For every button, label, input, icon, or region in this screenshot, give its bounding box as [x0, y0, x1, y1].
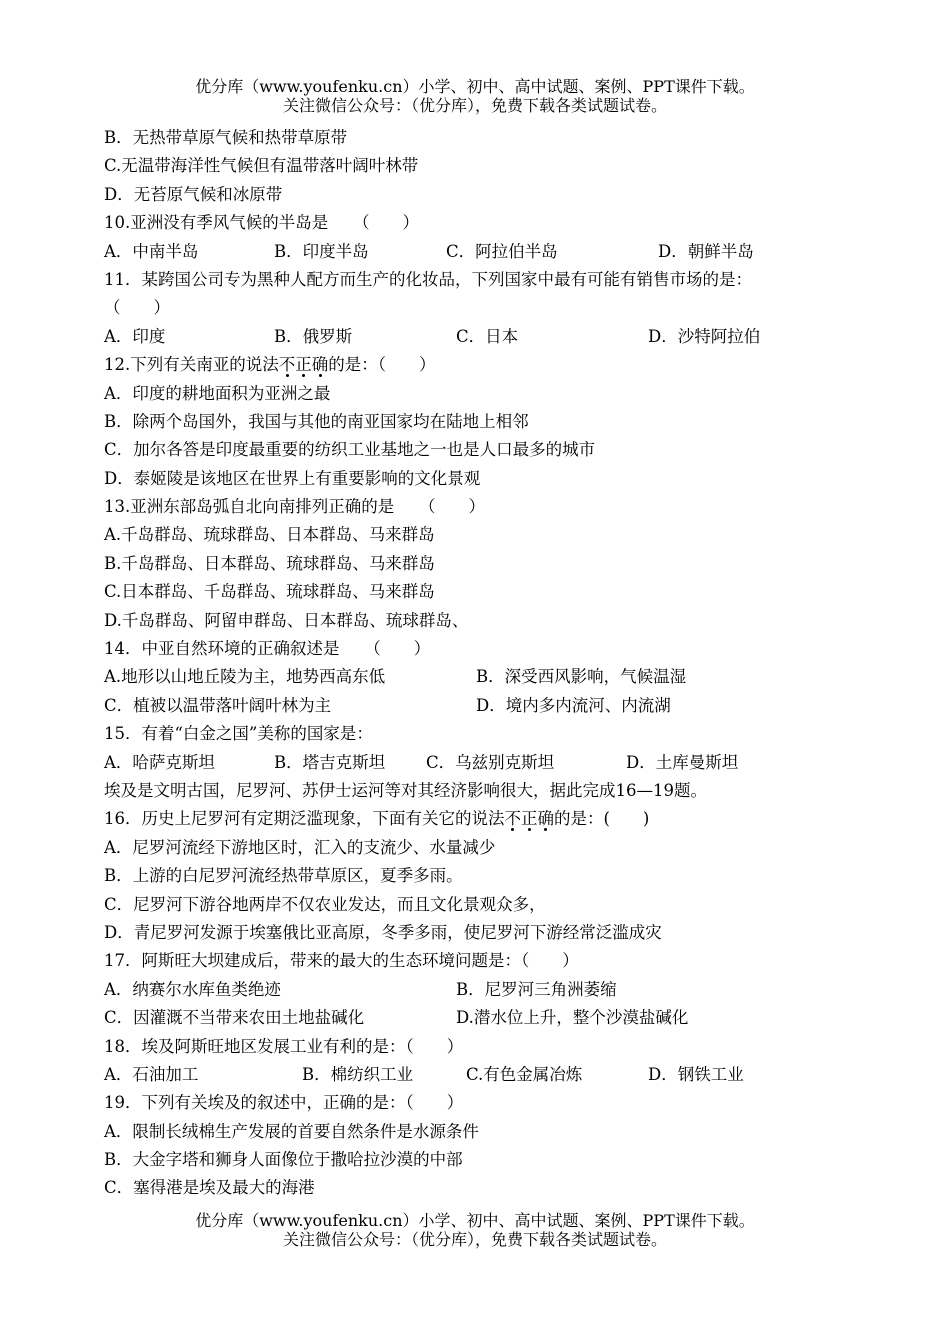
q15-stem: 15．有着“白金之国”美称的国家是：: [104, 724, 373, 744]
q19-option-c: C．塞得港是埃及最大的海港: [104, 1178, 315, 1198]
q17-option-d: D.潜水位上升，整个沙漠盐碱化: [456, 1008, 689, 1028]
q11-options: [104, 323, 864, 351]
q12-emphasis-char-3: 确: [311, 355, 329, 375]
q13-stem: 13.亚洲东部岛弧自北向南排列正确的是 （ ）: [104, 497, 485, 517]
q11-option-d: D．沙特阿拉伯: [648, 326, 761, 346]
q15-option-c: C．乌兹别克斯坦: [426, 752, 555, 772]
q14-stem: 14．中亚自然环境的正确叙述是 （ ）: [104, 639, 431, 659]
q12-option-c: C．加尔各答是印度最重要的纺织工业基地之一也是人口最多的城市: [104, 440, 596, 460]
q12-stem-post: 的是：（ ）: [328, 355, 436, 375]
q14-option-a: A.地形以山地丘陵为主，地势西高东低: [104, 667, 386, 687]
q17-options-row-1: [104, 976, 864, 1004]
q12-emphasis-char-1: 不: [278, 355, 296, 375]
q13-option-d: D.千岛群岛、阿留申群岛、日本群岛、琉球群岛、: [104, 610, 469, 630]
q10-options: [104, 238, 864, 266]
q10-option-c: C．阿拉伯半岛: [446, 241, 558, 261]
q17-option-c: C．因灌溉不当带来农田土地盐碱化: [104, 1008, 365, 1028]
q12-option-a: A．印度的耕地面积为亚洲之最: [104, 383, 331, 403]
q12-stem-pre: 12.下列有关南亚的说法: [104, 355, 279, 375]
q11-option-c: C．日本: [456, 326, 519, 346]
q18-option-d: D．钢铁工业: [648, 1064, 744, 1084]
q13-option-c: C.日本群岛、千岛群岛、琉球群岛、马来群岛: [104, 582, 435, 602]
q16-option-b: B．上游的白尼罗河流经热带草原区，夏季多雨。: [104, 866, 463, 886]
q16-stem-pre: 16．历史上尼罗河有定期泛滥现象，下面有关它的说法: [104, 809, 505, 829]
q19-stem: 19．下列有关埃及的叙述中，正确的是：（ ）: [104, 1093, 464, 1113]
q9-option-b: B．无热带草原气候和热带草原带: [104, 128, 348, 147]
q12-stem: [104, 351, 864, 379]
q16-emphasis-char-2: 正: [521, 809, 538, 829]
q14-option-b: B．深受西风影响，气候温湿: [476, 667, 687, 687]
header-line-2: 关注微信公众号：（优分库），免费下载各类试题试卷。: [282, 96, 667, 115]
q19-option-b: B．大金字塔和狮身人面像位于撒哈拉沙漠的中部: [104, 1150, 463, 1170]
q15-option-d: D．土库曼斯坦: [626, 752, 739, 772]
q19-option-a: A．限制长绒棉生产发展的首要自然条件是水源条件: [104, 1121, 479, 1141]
q18-stem: 18．埃及阿斯旺地区发展工业有利的是：（ ）: [104, 1036, 464, 1056]
q15-option-b: B．塔吉克斯坦: [274, 752, 386, 772]
q11-option-b: B．俄罗斯: [274, 326, 353, 346]
q16-stem: [104, 805, 864, 833]
q17-option-a: A．纳赛尔水库鱼类绝迹: [104, 979, 281, 999]
q12-option-d: D．泰姬陵是该地区在世界上有重要影响的文化景观: [104, 468, 481, 488]
footer-line-1: 优分库（www.youfenku.cn）小学、初中、高中试题、案例、PPT课件下载。: [195, 1211, 755, 1230]
q18-options: [104, 1061, 864, 1089]
q16-option-d: D．青尼罗河发源于埃塞俄比亚高原，冬季多雨，使尼罗河下游经常泛滥成灾: [104, 922, 662, 942]
q12-option-b: B．除两个岛国外，我国与其他的南亚国家均在陆地上相邻: [104, 411, 529, 431]
q16-option-c: C．尼罗河下游谷地两岸不仅农业发达，而且文化景观众多，: [104, 894, 546, 914]
footer-line-2: 关注微信公众号：（优分库），免费下载各类试题试卷。: [282, 1230, 667, 1249]
page-header: [0, 77, 950, 115]
q12-emphasis-char-2: 正: [295, 355, 312, 375]
q14-option-d: D．境内多内流河、内流湖: [476, 695, 671, 715]
q17-options-row-2: [104, 1004, 864, 1032]
q18-option-c: C.有色金属冶炼: [466, 1064, 583, 1084]
q14-options-row-1: [104, 663, 864, 691]
q10-option-b: B．印度半岛: [274, 241, 369, 261]
q18-option-b: B．棉纺织工业: [302, 1064, 414, 1084]
q15-option-a: A．哈萨克斯坦: [104, 752, 215, 772]
q11-stem: 11．某跨国公司专为黑种人配方而生产的化妆品，下列国家中最有可能有销售市场的是：: [104, 269, 752, 289]
q17-option-b: B．尼罗河三角洲萎缩: [456, 979, 617, 999]
q10-option-d: D．朝鲜半岛: [658, 241, 754, 261]
page-footer: [0, 1211, 950, 1249]
exam-content: [104, 124, 864, 1203]
q15-options: [104, 749, 864, 777]
q11-stem-paren: （ ）: [104, 298, 170, 318]
q16-option-a: A．尼罗河流经下游地区时，汇入的支流少、水量减少: [104, 837, 496, 857]
q13-option-b: B.千岛群岛、日本群岛、琉球群岛、马来群岛: [104, 553, 435, 573]
q16-stem-post: 的是：( ): [554, 809, 650, 829]
q11-option-a: A．印度: [104, 326, 166, 346]
q18-option-a: A．石油加工: [104, 1064, 199, 1084]
q10-option-a: A．中南半岛: [104, 241, 199, 261]
q16-emphasis-char-3: 确: [537, 809, 554, 829]
q14-option-c: C．植被以温带落叶阔叶林为主: [104, 695, 332, 715]
q13-option-a: A.千岛群岛、琉球群岛、日本群岛、马来群岛: [104, 525, 435, 545]
q16-emphasis-char-1: 不: [504, 809, 521, 829]
q10-stem: 10.亚洲没有季风气候的半岛是 （ ）: [104, 213, 419, 233]
q14-options-row-2: [104, 692, 864, 720]
q17-stem: 17．阿斯旺大坝建成后，带来的最大的生态环境问题是：（ ）: [104, 951, 579, 971]
q9-option-c: C.无温带海洋性气候但有温带落叶阔叶林带: [104, 156, 419, 176]
section-intro: 埃及是文明古国，尼罗河、苏伊士运河等对其经济影响很大，据此完成16—19题。: [104, 780, 707, 800]
q9-option-d: D．无苔原气候和冰原带: [104, 184, 283, 204]
header-line-1: 优分库（www.youfenku.cn）小学、初中、高中试题、案例、PPT课件下载。: [195, 77, 755, 96]
